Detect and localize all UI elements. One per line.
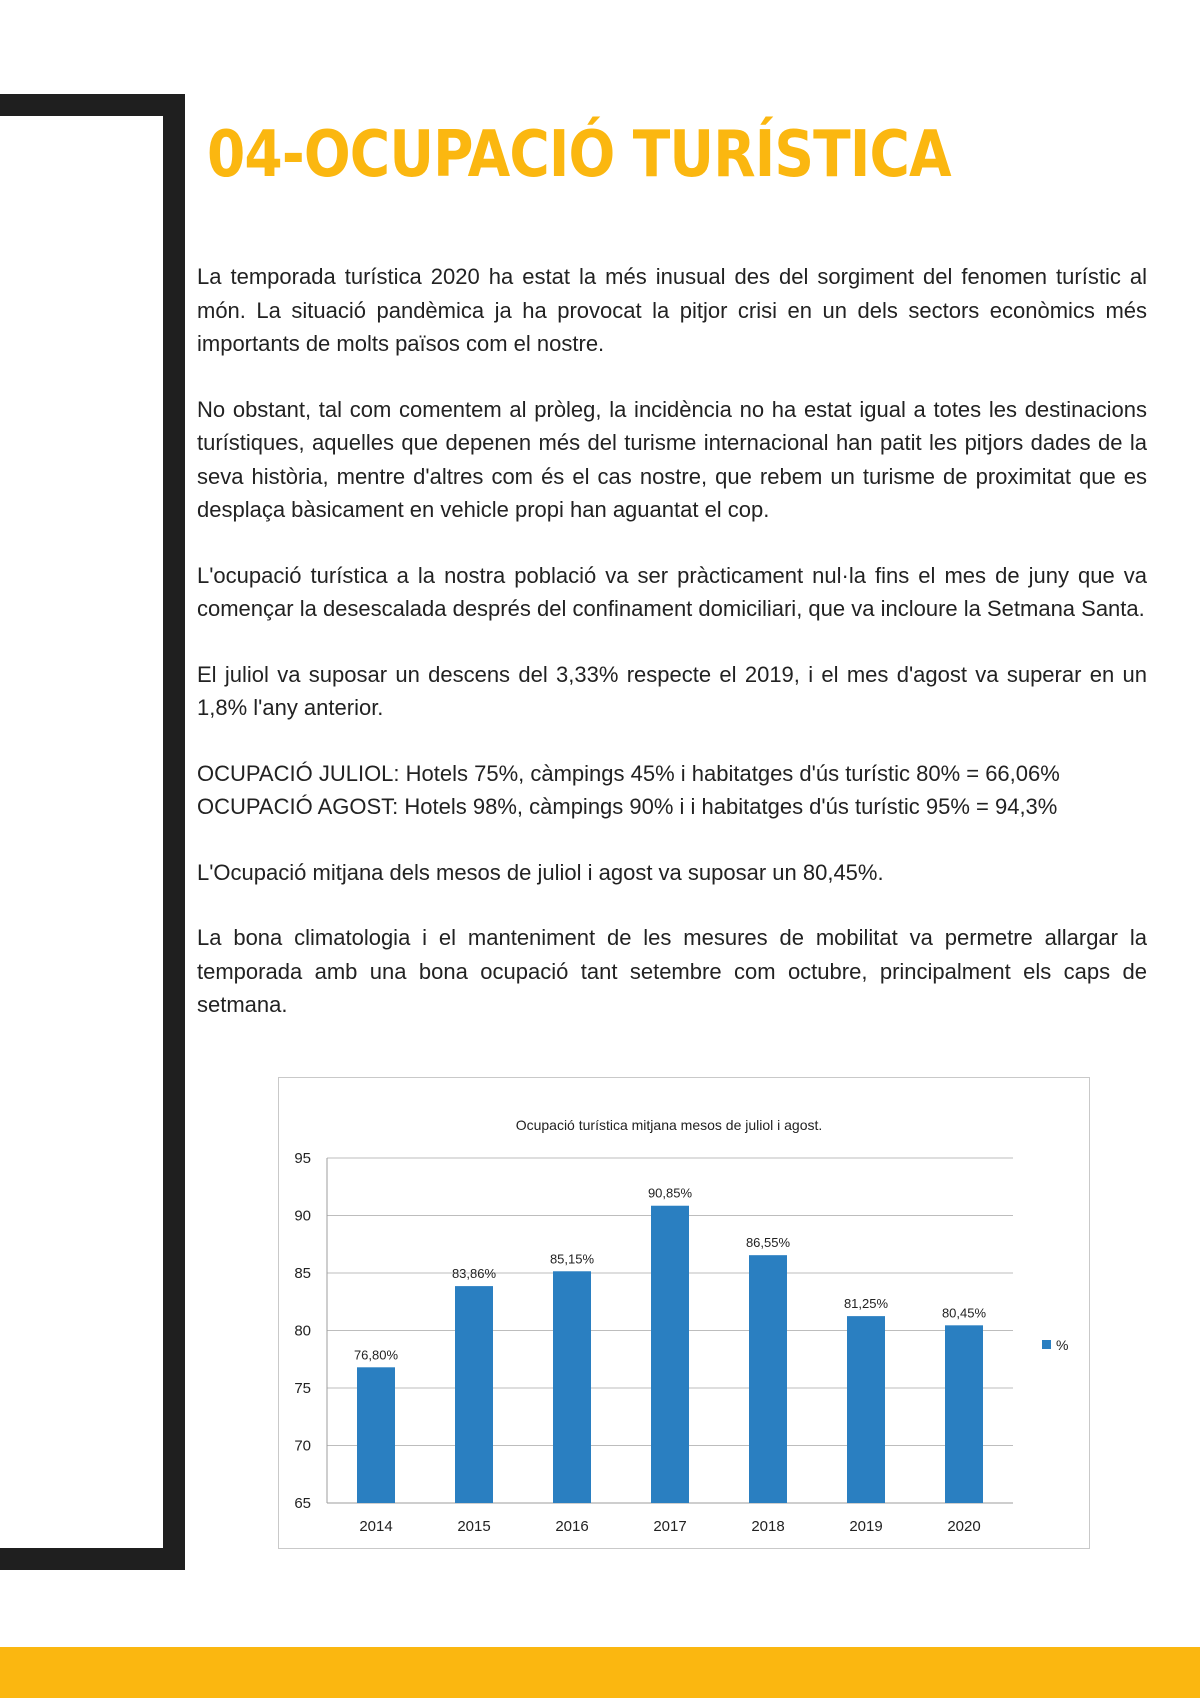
data-label-2016: 85,15% — [549, 1251, 595, 1267]
paragraph-local-occupancy: L'ocupació turística a la nostra població va ser pràcticament nul·la fins el mes de juny que va començar la desescalada després del confinament domiciliari, que va incloure la Setmana Santa. — [197, 562, 1147, 621]
legend-swatch — [1042, 1340, 1051, 1349]
x-tick-label-2014: 2014 — [359, 1518, 393, 1535]
y-tick-label: 75 — [294, 1380, 311, 1397]
y-tick-label: 85 — [294, 1265, 311, 1282]
x-tick-label-2020: 2020 — [947, 1518, 981, 1535]
frame-side-bar — [163, 94, 185, 1570]
data-label-2014: 76,80% — [353, 1347, 399, 1363]
x-tick-label-2019: 2019 — [849, 1518, 883, 1535]
body-text — [197, 260, 1147, 1054]
y-tick-label: 90 — [294, 1207, 311, 1225]
frame-top-bar — [0, 94, 185, 116]
data-label-2017: 90,85% — [647, 1185, 693, 1201]
bar-2019 — [847, 1316, 885, 1503]
occupancy-august: OCUPACIÓ AGOST: Hotels 98%, càmpings 90% i i habitatges d'ús turístic 95% = 94,3% — [197, 794, 1058, 819]
x-tick-label-2015: 2015 — [457, 1518, 491, 1535]
x-tick-label-2018: 2018 — [751, 1518, 785, 1535]
footer-bar — [0, 1647, 1200, 1698]
page-title: 04-OCUPACIÓ TURÍSTICA — [207, 118, 951, 192]
y-tick-label: 70 — [294, 1437, 311, 1455]
y-tick-label: 65 — [294, 1495, 311, 1512]
bar-2015 — [455, 1286, 493, 1503]
data-label-2018: 86,55% — [745, 1235, 791, 1251]
bar-2017 — [651, 1206, 689, 1503]
bar-2016 — [553, 1271, 591, 1503]
data-label-2019: 81,25% — [843, 1296, 889, 1312]
data-label-2015: 83,86% — [451, 1266, 497, 1282]
legend-label: % — [1056, 1337, 1069, 1353]
y-tick-label: 95 — [294, 1150, 311, 1167]
paragraph-closing: La bona climatologia i el manteniment de les mesures de mobilitat va permetre allargar la temporada amb una bona ocupació tant setembre com octubre, principalment els caps de setmana. — [197, 925, 1147, 1017]
paragraph-july-august: El juliol va suposar un descens del 3,33% respecte el 2019, i el mes d'agost va superar en un 1,8% l'any anterior. — [197, 661, 1147, 720]
bar-2014 — [357, 1367, 395, 1503]
y-tick-label: 80 — [294, 1322, 311, 1340]
paragraph-incidence: No obstant, tal com comentem al pròleg, la incidència no ha estat igual a totes les destinacions turístiques, aquelles que depenen més del turisme internacional han patit les pitjors dades de la seva història, mentre d'altres com és el cas nostre, que rebem un turisme de proximitat que es desplaça bàsicament en vehicle propi han aguantat el cop. — [197, 396, 1147, 522]
bar-2020 — [945, 1325, 983, 1503]
occupancy-july: OCUPACIÓ JULIOL: Hotels 75%, càmpings 45% i habitatges d'ús turístic 80% = 66,06% — [197, 760, 1060, 786]
paragraph-intro: La temporada turística 2020 ha estat la més inusual des del sorgiment del fenomen turístic al món. La situació pandèmica ja ha provocat la pitjor crisi en un dels sectors econòmics més importants de molts països com el nostre. — [197, 264, 1147, 356]
bar-2018 — [749, 1255, 787, 1503]
occupancy-chart — [278, 1077, 1090, 1549]
data-label-2020: 80,45% — [941, 1305, 987, 1321]
chart-title: Ocupació turística mitjana mesos de juliol i agost. — [515, 1117, 823, 1133]
occupancy-chart-svg — [279, 1078, 1091, 1550]
x-tick-label-2017: 2017 — [653, 1518, 687, 1535]
paragraph-average: L'Ocupació mitjana dels mesos de juliol i agost va suposar un 80,45%. — [197, 859, 884, 885]
frame-bottom-bar — [0, 1548, 185, 1570]
x-tick-label-2016: 2016 — [555, 1518, 589, 1535]
